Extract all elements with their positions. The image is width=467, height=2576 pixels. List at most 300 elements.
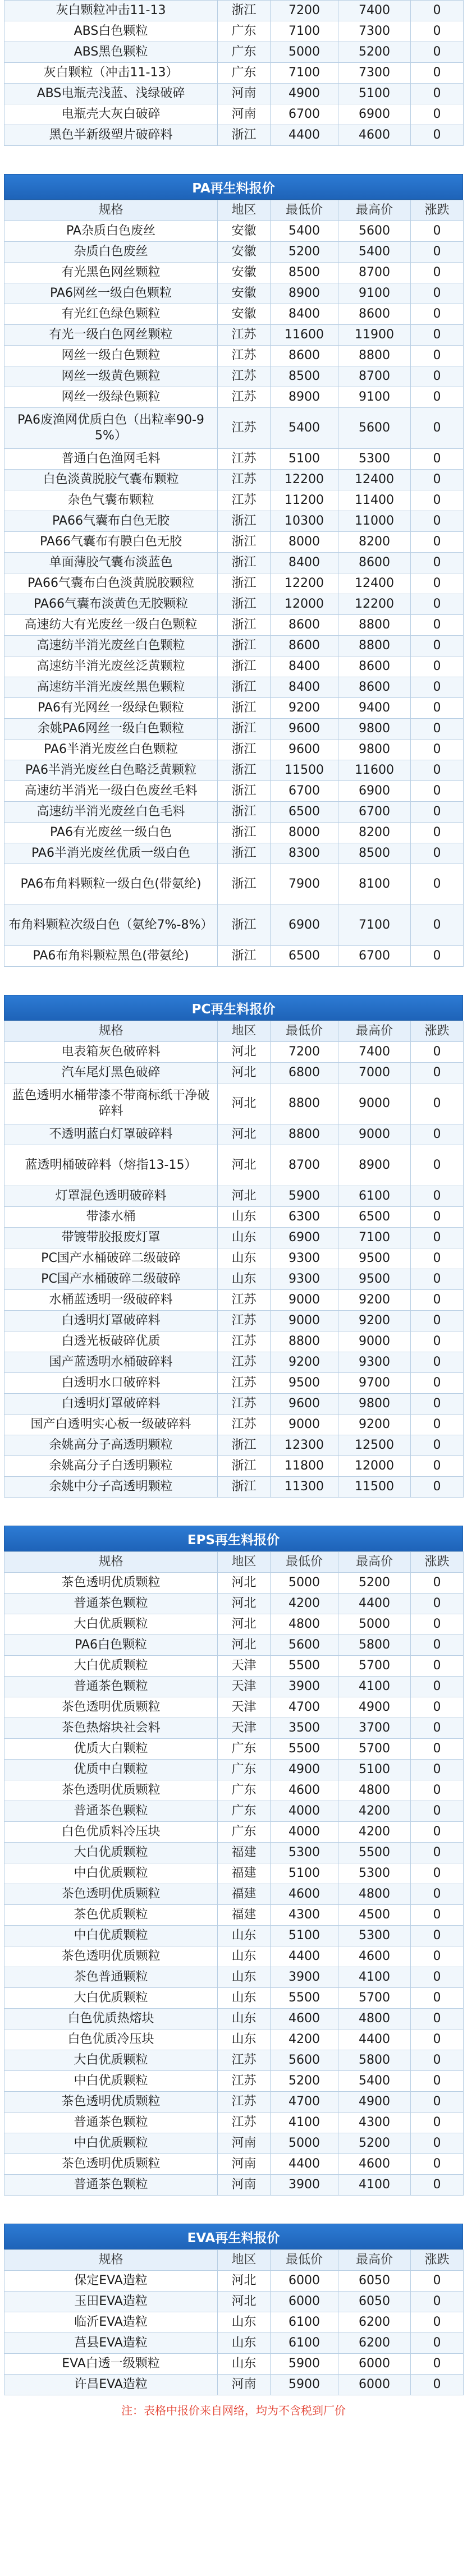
change-cell: 0	[411, 698, 464, 719]
table-row	[4, 304, 464, 325]
change-cell: 0	[411, 408, 464, 449]
region-cell: 福建	[218, 1884, 271, 1905]
table-row	[4, 1456, 464, 1477]
min-price-cell: 5500	[271, 1739, 338, 1760]
table-row	[4, 615, 464, 636]
table-row	[4, 677, 464, 698]
min-price-cell: 5600	[271, 1635, 338, 1656]
region-cell: 河北	[218, 1594, 271, 1614]
min-price-cell: 9600	[271, 719, 338, 740]
max-price-cell: 6200	[338, 2312, 411, 2333]
change-cell: 0	[411, 1352, 464, 1373]
max-price-cell: 最高价	[338, 200, 411, 221]
region-cell: 江苏	[218, 449, 271, 470]
spec-cell: PA6网丝一级白色颗粒	[4, 283, 218, 304]
spec-cell: 高速纺半消光废丝白色颗粒	[4, 636, 218, 656]
min-price-cell: 6900	[271, 905, 338, 946]
spec-cell: 白色优质冷压块	[4, 2029, 218, 2050]
region-cell: 河北	[218, 2292, 271, 2312]
change-cell: 0	[411, 1456, 464, 1477]
min-price-cell: 5200	[271, 242, 338, 263]
spec-cell: 中白优质颗粒	[4, 2071, 218, 2092]
region-cell: 浙江	[218, 656, 271, 677]
table-row	[4, 1801, 464, 1822]
change-cell: 0	[411, 864, 464, 905]
spec-cell: 高速纺半消光一级白色废丝毛料	[4, 781, 218, 802]
region-cell: 河北	[218, 1083, 271, 1124]
change-cell: 0	[411, 1594, 464, 1614]
region-cell: 广东	[218, 21, 271, 42]
change-cell: 0	[411, 1042, 464, 1063]
spec-cell: 普通茶色颗粒	[4, 2175, 218, 2196]
change-cell: 0	[411, 636, 464, 656]
region-cell: 广东	[218, 63, 271, 84]
min-price-cell: 9000	[271, 1290, 338, 1311]
spec-cell: PA6半消光废丝白色颗粒	[4, 740, 218, 760]
spec-cell: PC国产水桶破碎二级破碎	[4, 1248, 218, 1269]
region-cell: 浙江	[218, 573, 271, 594]
spec-cell: 余姚高分子白透明颗粒	[4, 1456, 218, 1477]
change-cell: 0	[411, 2133, 464, 2154]
change-cell: 0	[411, 1083, 464, 1124]
min-price-cell: 8600	[271, 615, 338, 636]
region-cell: 广东	[218, 1801, 271, 1822]
spec-cell: PA6布角料颗粒一级白色(带氨纶)	[4, 864, 218, 905]
min-price-cell: 8600	[271, 636, 338, 656]
min-price-cell: 3900	[271, 2175, 338, 2196]
table-row	[4, 946, 464, 967]
spec-cell: 白透明灯罩破碎料	[4, 1394, 218, 1415]
table-row	[4, 490, 464, 511]
change-cell: 0	[411, 283, 464, 304]
spec-cell: 白透明灯罩破碎料	[4, 1311, 218, 1331]
max-price-cell: 4400	[338, 1594, 411, 1614]
spec-cell: 带漆水桶	[4, 1207, 218, 1228]
price-table	[4, 200, 464, 967]
min-price-cell: 8500	[271, 263, 338, 283]
spec-cell: 茶色透明优质颗粒	[4, 1573, 218, 1594]
table-row	[4, 719, 464, 740]
min-price-cell: 4400	[271, 1946, 338, 1967]
min-price-cell: 5100	[271, 1926, 338, 1946]
spec-cell: 单面薄胶气囊布淡蓝色	[4, 553, 218, 573]
change-cell: 0	[411, 2154, 464, 2175]
spec-cell: 布角料颗粒次级白色（氨纶7%-8%）	[4, 905, 218, 946]
change-cell: 0	[411, 656, 464, 677]
max-price-cell: 4800	[338, 2009, 411, 2029]
spec-cell: 大白优质颗粒	[4, 1843, 218, 1863]
table-row	[4, 2133, 464, 2154]
max-price-cell: 5700	[338, 1739, 411, 1760]
change-cell: 涨跌	[411, 2250, 464, 2271]
price-table	[4, 1551, 464, 2196]
table-row	[4, 823, 464, 843]
table-row	[4, 221, 464, 242]
table-row	[4, 511, 464, 532]
region-cell: 地区	[218, 2250, 271, 2271]
max-price-cell: 6200	[338, 2333, 411, 2354]
change-cell: 0	[411, 2029, 464, 2050]
max-price-cell: 9100	[338, 283, 411, 304]
min-price-cell: 5000	[271, 1573, 338, 1594]
change-cell: 0	[411, 325, 464, 346]
change-cell: 0	[411, 2375, 464, 2395]
max-price-cell: 8800	[338, 346, 411, 366]
max-price-cell: 7100	[338, 905, 411, 946]
min-price-cell: 6700	[271, 104, 338, 125]
max-price-cell: 8700	[338, 366, 411, 387]
region-cell: 山东	[218, 2354, 271, 2375]
table-row	[4, 760, 464, 781]
max-price-cell: 12500	[338, 1435, 411, 1456]
min-price-cell: 8400	[271, 677, 338, 698]
spec-cell: 临沂EVA造粒	[4, 2312, 218, 2333]
min-price-cell: 8900	[271, 387, 338, 408]
region-cell: 江苏	[218, 1415, 271, 1435]
min-price-cell: 4400	[271, 2154, 338, 2175]
region-cell: 江苏	[218, 1373, 271, 1394]
min-price-cell: 9600	[271, 740, 338, 760]
max-price-cell: 8600	[338, 304, 411, 325]
region-cell: 天津	[218, 1697, 271, 1718]
spec-cell: 国产白透明实心板一级破碎料	[4, 1415, 218, 1435]
min-price-cell: 5300	[271, 1843, 338, 1863]
max-price-cell: 4100	[338, 2175, 411, 2196]
spec-cell: 杂色气囊布颗粒	[4, 490, 218, 511]
table-row	[4, 1677, 464, 1697]
table-row	[4, 1967, 464, 1988]
min-price-cell: 8800	[271, 1124, 338, 1145]
spec-cell: 高速纺半消光废丝黑色颗粒	[4, 677, 218, 698]
region-cell: 江苏	[218, 2050, 271, 2071]
max-price-cell: 5800	[338, 1635, 411, 1656]
change-cell: 0	[411, 1801, 464, 1822]
spec-cell: 中白优质颗粒	[4, 2133, 218, 2154]
min-price-cell: 4600	[271, 2009, 338, 2029]
table-row	[4, 1946, 464, 1967]
change-cell: 0	[411, 21, 464, 42]
min-price-cell: 12300	[271, 1435, 338, 1456]
table-row	[4, 1573, 464, 1594]
max-price-cell: 8200	[338, 823, 411, 843]
table-row	[4, 864, 464, 905]
table-row	[4, 242, 464, 263]
change-cell: 0	[411, 1207, 464, 1228]
table-row	[4, 263, 464, 283]
table-row	[4, 1415, 464, 1435]
max-price-cell: 5000	[338, 1614, 411, 1635]
max-price-cell: 5400	[338, 242, 411, 263]
change-cell: 0	[411, 1760, 464, 1780]
min-price-cell: 8800	[271, 1083, 338, 1124]
region-cell: 山东	[218, 2009, 271, 2029]
table-row	[4, 2271, 464, 2292]
region-cell: 安徽	[218, 263, 271, 283]
table-row	[4, 21, 464, 42]
table-row	[4, 2029, 464, 2050]
spec-cell: 优质中白颗粒	[4, 1760, 218, 1780]
region-cell: 河北	[218, 1573, 271, 1594]
spec-cell: 茶色透明优质颗粒	[4, 1697, 218, 1718]
min-price-cell: 5400	[271, 221, 338, 242]
spec-cell: ABS黑色颗粒	[4, 42, 218, 63]
spec-cell: 优质大白颗粒	[4, 1739, 218, 1760]
min-price-cell: 5000	[271, 2133, 338, 2154]
max-price-cell: 6500	[338, 1207, 411, 1228]
region-cell: 天津	[218, 1656, 271, 1677]
min-price-cell: 3500	[271, 1718, 338, 1739]
region-cell: 地区	[218, 1021, 271, 1042]
region-cell: 山东	[218, 2333, 271, 2354]
min-price-cell: 最低价	[271, 1021, 338, 1042]
max-price-cell: 4100	[338, 1677, 411, 1697]
max-price-cell: 4200	[338, 1801, 411, 1822]
price-table	[4, 1021, 464, 1498]
spec-cell: PA6有光废丝一级白色	[4, 823, 218, 843]
change-cell: 0	[411, 2071, 464, 2092]
change-cell: 0	[411, 2271, 464, 2292]
region-cell: 江苏	[218, 346, 271, 366]
max-price-cell: 6700	[338, 946, 411, 967]
spec-cell: 大白优质颗粒	[4, 1656, 218, 1677]
region-cell: 河北	[218, 1614, 271, 1635]
table-row	[4, 1145, 464, 1186]
max-price-cell: 9200	[338, 1290, 411, 1311]
region-cell: 浙江	[218, 553, 271, 573]
max-price-cell: 9200	[338, 1311, 411, 1331]
table-row	[4, 2175, 464, 2196]
spec-cell: 灰白颗粒冲击11-13	[4, 1, 218, 21]
max-price-cell: 9000	[338, 1331, 411, 1352]
region-cell: 山东	[218, 1269, 271, 1290]
spec-cell: 白透光板破碎优质	[4, 1331, 218, 1352]
spec-cell: 高速纺半消光废丝白色毛料	[4, 802, 218, 823]
change-cell: 0	[411, 1394, 464, 1415]
spec-cell: 国产蓝透明水桶破碎料	[4, 1352, 218, 1373]
change-cell: 0	[411, 740, 464, 760]
change-cell: 0	[411, 1248, 464, 1269]
region-cell: 安徽	[218, 242, 271, 263]
region-cell: 江苏	[218, 1331, 271, 1352]
region-cell: 河南	[218, 2375, 271, 2395]
spec-cell: 网丝一级白色颗粒	[4, 346, 218, 366]
section-title: PC再生料报价	[4, 995, 463, 1021]
spec-cell: PC国产水桶破碎二级破碎	[4, 1269, 218, 1290]
min-price-cell: 4200	[271, 1594, 338, 1614]
max-price-cell: 11400	[338, 490, 411, 511]
change-cell: 0	[411, 84, 464, 104]
min-price-cell: 4900	[271, 1760, 338, 1780]
min-price-cell: 6100	[271, 2333, 338, 2354]
region-cell: 江苏	[218, 1352, 271, 1373]
region-cell: 江苏	[218, 387, 271, 408]
max-price-cell: 9300	[338, 1352, 411, 1373]
table-row	[4, 1186, 464, 1207]
change-cell: 0	[411, 823, 464, 843]
change-cell: 0	[411, 2050, 464, 2071]
max-price-cell: 9500	[338, 1269, 411, 1290]
max-price-cell: 7300	[338, 21, 411, 42]
min-price-cell: 5000	[271, 42, 338, 63]
spec-cell: 白透明水口破碎料	[4, 1373, 218, 1394]
region-cell: 河南	[218, 2175, 271, 2196]
spec-cell: 茶色透明优质颗粒	[4, 1946, 218, 1967]
change-cell: 0	[411, 2113, 464, 2133]
region-cell: 山东	[218, 1946, 271, 1967]
region-cell: 浙江	[218, 1, 271, 21]
table-row	[4, 532, 464, 553]
region-cell: 浙江	[218, 946, 271, 967]
spec-cell: 莒县EVA造粒	[4, 2333, 218, 2354]
table-row	[4, 1394, 464, 1415]
table-row	[4, 1331, 464, 1352]
change-cell: 0	[411, 242, 464, 263]
region-cell: 浙江	[218, 719, 271, 740]
max-price-cell: 8900	[338, 1145, 411, 1186]
table-row	[4, 1780, 464, 1801]
change-cell: 0	[411, 1063, 464, 1083]
table-row	[4, 698, 464, 719]
min-price-cell: 3900	[271, 1677, 338, 1697]
max-price-cell: 9000	[338, 1083, 411, 1124]
spec-cell: 余姚高分子高透明颗粒	[4, 1435, 218, 1456]
table-row	[4, 1, 464, 21]
table-row	[4, 594, 464, 615]
table-row	[4, 1477, 464, 1498]
min-price-cell: 11500	[271, 760, 338, 781]
spec-cell: 茶色透明优质颗粒	[4, 2092, 218, 2113]
min-price-cell: 4100	[271, 2113, 338, 2133]
region-cell: 江苏	[218, 1290, 271, 1311]
spec-cell: 普通茶色颗粒	[4, 1594, 218, 1614]
region-cell: 浙江	[218, 843, 271, 864]
max-price-cell: 最高价	[338, 2250, 411, 2271]
spec-cell: 有光黑色网丝颗粒	[4, 263, 218, 283]
min-price-cell: 5900	[271, 1186, 338, 1207]
table-row	[4, 1656, 464, 1677]
change-cell: 0	[411, 1331, 464, 1352]
table-row	[4, 1124, 464, 1145]
table-row	[4, 366, 464, 387]
spec-cell: PA6白色颗粒	[4, 1635, 218, 1656]
table-row	[4, 2375, 464, 2395]
max-price-cell: 12400	[338, 470, 411, 490]
min-price-cell: 4000	[271, 1822, 338, 1843]
table-row	[4, 1552, 464, 1573]
spec-cell: PA66气囊布白色淡黄脱胶颗粒	[4, 573, 218, 594]
change-cell: 0	[411, 1614, 464, 1635]
table-row	[4, 2009, 464, 2029]
spec-cell: 网丝一级黄色颗粒	[4, 366, 218, 387]
min-price-cell: 5200	[271, 2071, 338, 2092]
spec-cell: 灰白颗粒（冲击11-13）	[4, 63, 218, 84]
max-price-cell: 5600	[338, 221, 411, 242]
table-row	[4, 200, 464, 221]
change-cell: 0	[411, 594, 464, 615]
min-price-cell: 9200	[271, 1352, 338, 1373]
change-cell: 0	[411, 1, 464, 21]
spec-cell: 玉田EVA造粒	[4, 2292, 218, 2312]
min-price-cell: 9200	[271, 698, 338, 719]
min-price-cell: 7100	[271, 63, 338, 84]
table-row	[4, 1311, 464, 1331]
min-price-cell: 8400	[271, 656, 338, 677]
region-cell: 浙江	[218, 677, 271, 698]
spec-cell: 白色优质料冷压块	[4, 1822, 218, 1843]
max-price-cell: 3700	[338, 1718, 411, 1739]
max-price-cell: 4800	[338, 1780, 411, 1801]
spec-cell: 普通茶色颗粒	[4, 2113, 218, 2133]
region-cell: 河南	[218, 2133, 271, 2154]
change-cell: 0	[411, 1311, 464, 1331]
change-cell: 0	[411, 1697, 464, 1718]
region-cell: 浙江	[218, 615, 271, 636]
min-price-cell: 8700	[271, 1145, 338, 1186]
spec-cell: PA6有光网丝一级绿色颗粒	[4, 698, 218, 719]
min-price-cell: 8800	[271, 1331, 338, 1352]
table-row	[4, 1373, 464, 1394]
max-price-cell: 5500	[338, 1843, 411, 1863]
spec-cell: 茶色热熔块社会料	[4, 1718, 218, 1739]
min-price-cell: 7200	[271, 1042, 338, 1063]
max-price-cell: 4600	[338, 1946, 411, 1967]
spec-cell: 大白优质颗粒	[4, 2050, 218, 2071]
table-row	[4, 1207, 464, 1228]
min-price-cell: 5100	[271, 1863, 338, 1884]
max-price-cell: 4300	[338, 2113, 411, 2133]
max-price-cell: 5600	[338, 408, 411, 449]
spec-cell: PA6废渔网优质白色（出粒率90-95%）	[4, 408, 218, 449]
spec-cell: 中白优质颗粒	[4, 1926, 218, 1946]
spec-cell: 蓝透明桶破碎料（熔指13-15）	[4, 1145, 218, 1186]
max-price-cell: 4600	[338, 125, 411, 146]
max-price-cell: 8200	[338, 532, 411, 553]
table-row	[4, 2292, 464, 2312]
spec-cell: PA66气囊布淡黄色无胶颗粒	[4, 594, 218, 615]
table-row	[4, 802, 464, 823]
table-row	[4, 325, 464, 346]
change-cell: 0	[411, 1822, 464, 1843]
change-cell: 0	[411, 449, 464, 470]
spec-cell: 有光红色绿色颗粒	[4, 304, 218, 325]
min-price-cell: 6300	[271, 1207, 338, 1228]
spec-cell: PA杂质白色废丝	[4, 221, 218, 242]
min-price-cell: 9600	[271, 1394, 338, 1415]
min-price-cell: 8300	[271, 843, 338, 864]
spec-cell: 白色优质热熔块	[4, 2009, 218, 2029]
max-price-cell: 9800	[338, 1394, 411, 1415]
change-cell: 0	[411, 346, 464, 366]
spec-cell: 有光一级白色网丝颗粒	[4, 325, 218, 346]
change-cell: 0	[411, 1186, 464, 1207]
spec-cell: PA66气囊布白色无胶	[4, 511, 218, 532]
region-cell: 河北	[218, 1124, 271, 1145]
max-price-cell: 6100	[338, 1186, 411, 1207]
table-row	[4, 1228, 464, 1248]
min-price-cell: 9300	[271, 1269, 338, 1290]
max-price-cell: 7300	[338, 63, 411, 84]
max-price-cell: 7400	[338, 1, 411, 21]
change-cell: 0	[411, 387, 464, 408]
max-price-cell: 4900	[338, 2092, 411, 2113]
change-cell: 0	[411, 1780, 464, 1801]
min-price-cell: 5600	[271, 2050, 338, 2071]
max-price-cell: 11900	[338, 325, 411, 346]
max-price-cell: 8800	[338, 615, 411, 636]
change-cell: 0	[411, 760, 464, 781]
spec-cell: 茶色透明优质颗粒	[4, 1884, 218, 1905]
spec-cell: ABS白色颗粒	[4, 21, 218, 42]
